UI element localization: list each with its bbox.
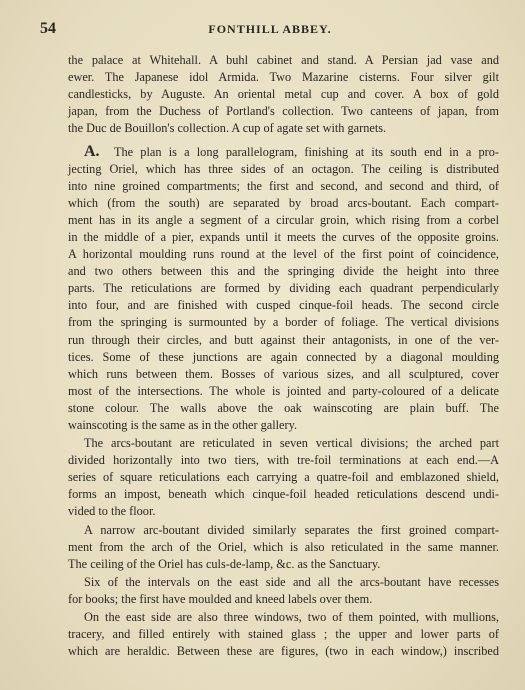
text-line-with-section: [68, 143, 499, 160]
paragraph-4: [68, 522, 499, 573]
page-header: [40, 20, 500, 40]
text-line: jecting Oriel, which has three sides of an octagon. The ceiling is distributed: [68, 161, 499, 176]
text-fragment: The plan is a long parallelogram, finishing at its south end in a pro-: [113, 145, 499, 160]
text-line: On the east side are also three windows, two of them pointed, with mullions,: [84, 610, 499, 624]
paragraph-5: [68, 574, 499, 608]
text-line: The arcs-boutant are reticulated in seven vertical divisions; the arched part: [84, 436, 499, 451]
text-line: for books; the first have moulded and kneed labels over them.: [68, 591, 373, 606]
text-line: The ceiling of the Oriel has culs-de-lamp, &c. as the Sanctuary.: [68, 556, 381, 571]
text-line: the Duc de Bouillon's collection. A cup of agate set with garnets.: [68, 121, 387, 136]
text-line: ewer. The Japanese idol Armida. Two Mazarine cisterns. Four silver gilt: [68, 70, 499, 85]
text-line: stone colour. The walls above the oak wainscoting are plain buff. The: [68, 400, 499, 415]
text-line: japan, from the Duchess of Portland's collection. Two canteens of japan, from: [68, 104, 499, 119]
text-line: from the springing is surmounted by a border of foliage. The vertical divisions: [68, 315, 499, 330]
text-line: Six of the intervals on the east side and all the arcs-boutant have recesses: [84, 574, 499, 589]
text-line: most of the intersections. The whole is jointed and party-coloured of a delicate: [68, 383, 499, 398]
text-line: parts. The reticulations are formed by dividing each quadrant perpendicularly: [68, 281, 499, 296]
paragraph-1: [68, 52, 499, 137]
text-line: and two others between this and the springing divide the height into three: [68, 264, 499, 279]
text-line: ment has in its angle a segment of a circular groin, which rising from a corbel: [68, 212, 499, 227]
paragraph-3: [68, 435, 499, 520]
text-line: the palace at Whitehall. A buhl cabinet and stand. A Persian jad vase and: [68, 53, 499, 67]
text-line: forms an impost, beneath which cinque-foil headed reticulations descend undi-: [68, 487, 499, 502]
text-line: which runs between them. Bosses of various sizes, and all sculptured, cover: [68, 366, 499, 381]
section-letter: A.: [84, 143, 100, 161]
paragraph-6: [68, 609, 499, 660]
text-line: ment from the arch of the Oriel, which is also reticulated in the same manner.: [68, 539, 499, 554]
text-line: candlesticks, by Auguste. An oriental metal cup and cover. A box of gold: [68, 87, 499, 102]
text-line: which (from the south) are separated by broad arcs-boutant. Each compart-: [68, 195, 499, 210]
text-line: wainscoting is the same as in the other gallery.: [68, 417, 298, 432]
text-line: into nine groined compartments; the first and second, and second and third, of: [68, 178, 499, 193]
text-line: in the middle of a pier, expands until it meets the curves of the opposite groins.: [68, 229, 499, 244]
text-line: A horizontal moulding runs round at the level of the first point of coincidence,: [68, 247, 499, 262]
text-line: tices. Some of these junctions are again connected by a diagonal moulding: [68, 349, 499, 364]
text-line: divided horizontally into two tiers, with tre-foil terminations at each end.—A: [68, 453, 499, 468]
text-line: which are heraldic. Between these are figures, (two in each window,) inscribed: [68, 644, 499, 659]
text-line: vided to the floor.: [68, 504, 156, 519]
text-line: series of square reticulations each carrying a quatre-foil and emblazoned shield,: [68, 470, 499, 485]
running-title: FONTHILL ABBEY.: [208, 22, 332, 36]
page-number: 54: [40, 20, 56, 37]
paragraph-2: [68, 143, 499, 434]
text-line: A narrow arc-boutant divided similarly separates the first groined compart-: [84, 522, 499, 537]
text-line: into four, and are finished with cusped cinque-foil heads. The second circle: [68, 298, 499, 313]
body-text: [68, 52, 499, 660]
text-line: run through their circles, and butt against their antagonists, in one of the ver-: [68, 332, 499, 347]
text-line: tracery, and filled entirely with stained glass ; the upper and lower parts of: [68, 627, 499, 642]
